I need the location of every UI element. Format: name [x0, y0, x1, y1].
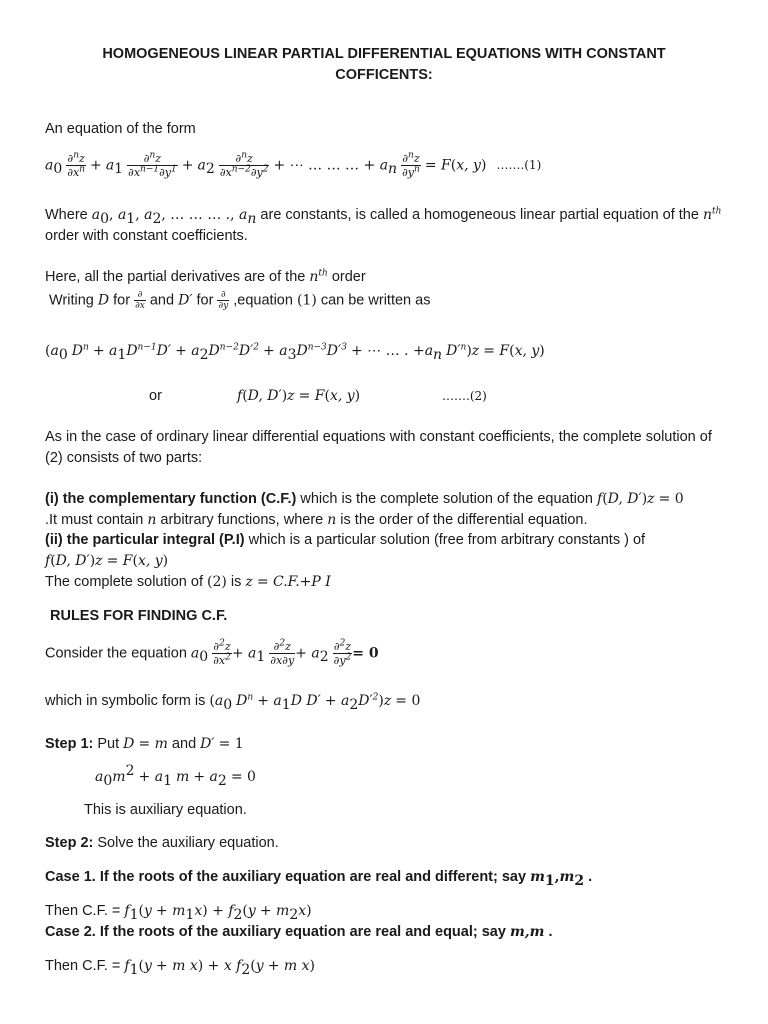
rules-heading: RULES FOR FINDING C.F.	[50, 608, 228, 624]
intro-text: An equation of the form	[45, 121, 196, 137]
cf-paragraph: (i) the complementary function (C.F.) which is the complete solution of the equation f(D, D′)z = 0 .It must contain n arbitrary functions, where n is the order of the differential equation.	[45, 491, 684, 528]
case-2: Case 2. If the roots of the auxiliary equation are real and equal; say m,m .	[45, 924, 553, 940]
case-2-cf: Then C.F. = $f_1(y + m$ x) + x $f_2(y + m$ x)	[45, 958, 315, 978]
writing-text: Writing D for $\frac{\partial}{\partial x}$ and D′ for $\frac{\partial}{\partial y}$ ,equation (1) can be written as	[49, 290, 431, 311]
case-1: Case 1. If the roots of the auxiliary equation are real and different; say $m_1,m_2$ .	[45, 869, 593, 889]
step-2: Step 2: Solve the auxiliary equation.	[45, 835, 279, 851]
step-1: Step 1: Put D = m and D′ = 1	[45, 736, 244, 752]
equation-2-tag: …….(2)	[442, 389, 487, 403]
auxiliary-equation: $a_0m^2 + a_1$ $m + a_2 = 0$	[95, 763, 256, 789]
here-text: Here, all the partial derivatives are of the $n^{th}$ order	[45, 268, 366, 285]
or-label: or	[149, 388, 162, 404]
pi-paragraph: (ii) the particular integral (P.I) which is a particular solution (free from arbitrary constants ) of f(D, D′)z = F(x, y) The complete solution of (2) is z = C.F.+P I	[45, 532, 646, 590]
case-1-cf: Then C.F. = $f_1(y + m_1x) + f_2(y + m_2x)$	[45, 903, 312, 923]
consider-equation: Consider the equation $a_0$ $\frac{\partial^2z}{\partial x^2}$ + $a_1$ $\frac{\partial^2z}{\partial x\partial y}$ + $a_2$ $\frac{\partial^2z}{\partial y^2}$ = 0	[45, 638, 379, 667]
aux-note: This is auxiliary equation.	[84, 802, 247, 818]
equation-1: $a_0$ $\frac{\partial^nz}{\partial x^n}$ + $a_1$ $\frac{\partial^nz}{\partial x^{n-1}\partial y^1}$ + $a_2$ $\frac{\partial^nz}{\partial x^{n-2}\partial y^2}$ + ⋯ … … … + $a_n$ $\frac{\partial^nz}{\partial y^n}$ = F(x, y) …….(1)	[45, 150, 542, 179]
operator-equation: ($a_0$ $D^n + a_1D^{n-1}D' + a_2D^{n-2}D'^2 + a_3D^{n-3}D'^3$ + ⋯ … . $+a_n$ $D'^n)z = F(x$, y)	[45, 342, 545, 363]
page-title: HOMOGENEOUS LINEAR PARTIAL DIFFERENTIAL EQUATIONS WITH CONSTANT COFFICENTS:	[102, 46, 666, 83]
where-paragraph: Where $a_0$, $a_1$, $a_2$, … … … ., $a_n$ are constants, is called a homogeneous linear partial equation of the $n^{th}$ order with constant coefficients.	[45, 206, 722, 244]
ode-paragraph: As in the case of ordinary linear differential equations with constant coefficients, the complete solution of (2) consists of two parts:	[45, 429, 712, 466]
equation-1-tag: …….(1)	[496, 158, 542, 173]
symbolic-form: which in symbolic form is ($a_0$ $D^n + a_1D$ $D' + a_2D'^2)z = 0$	[45, 692, 421, 713]
